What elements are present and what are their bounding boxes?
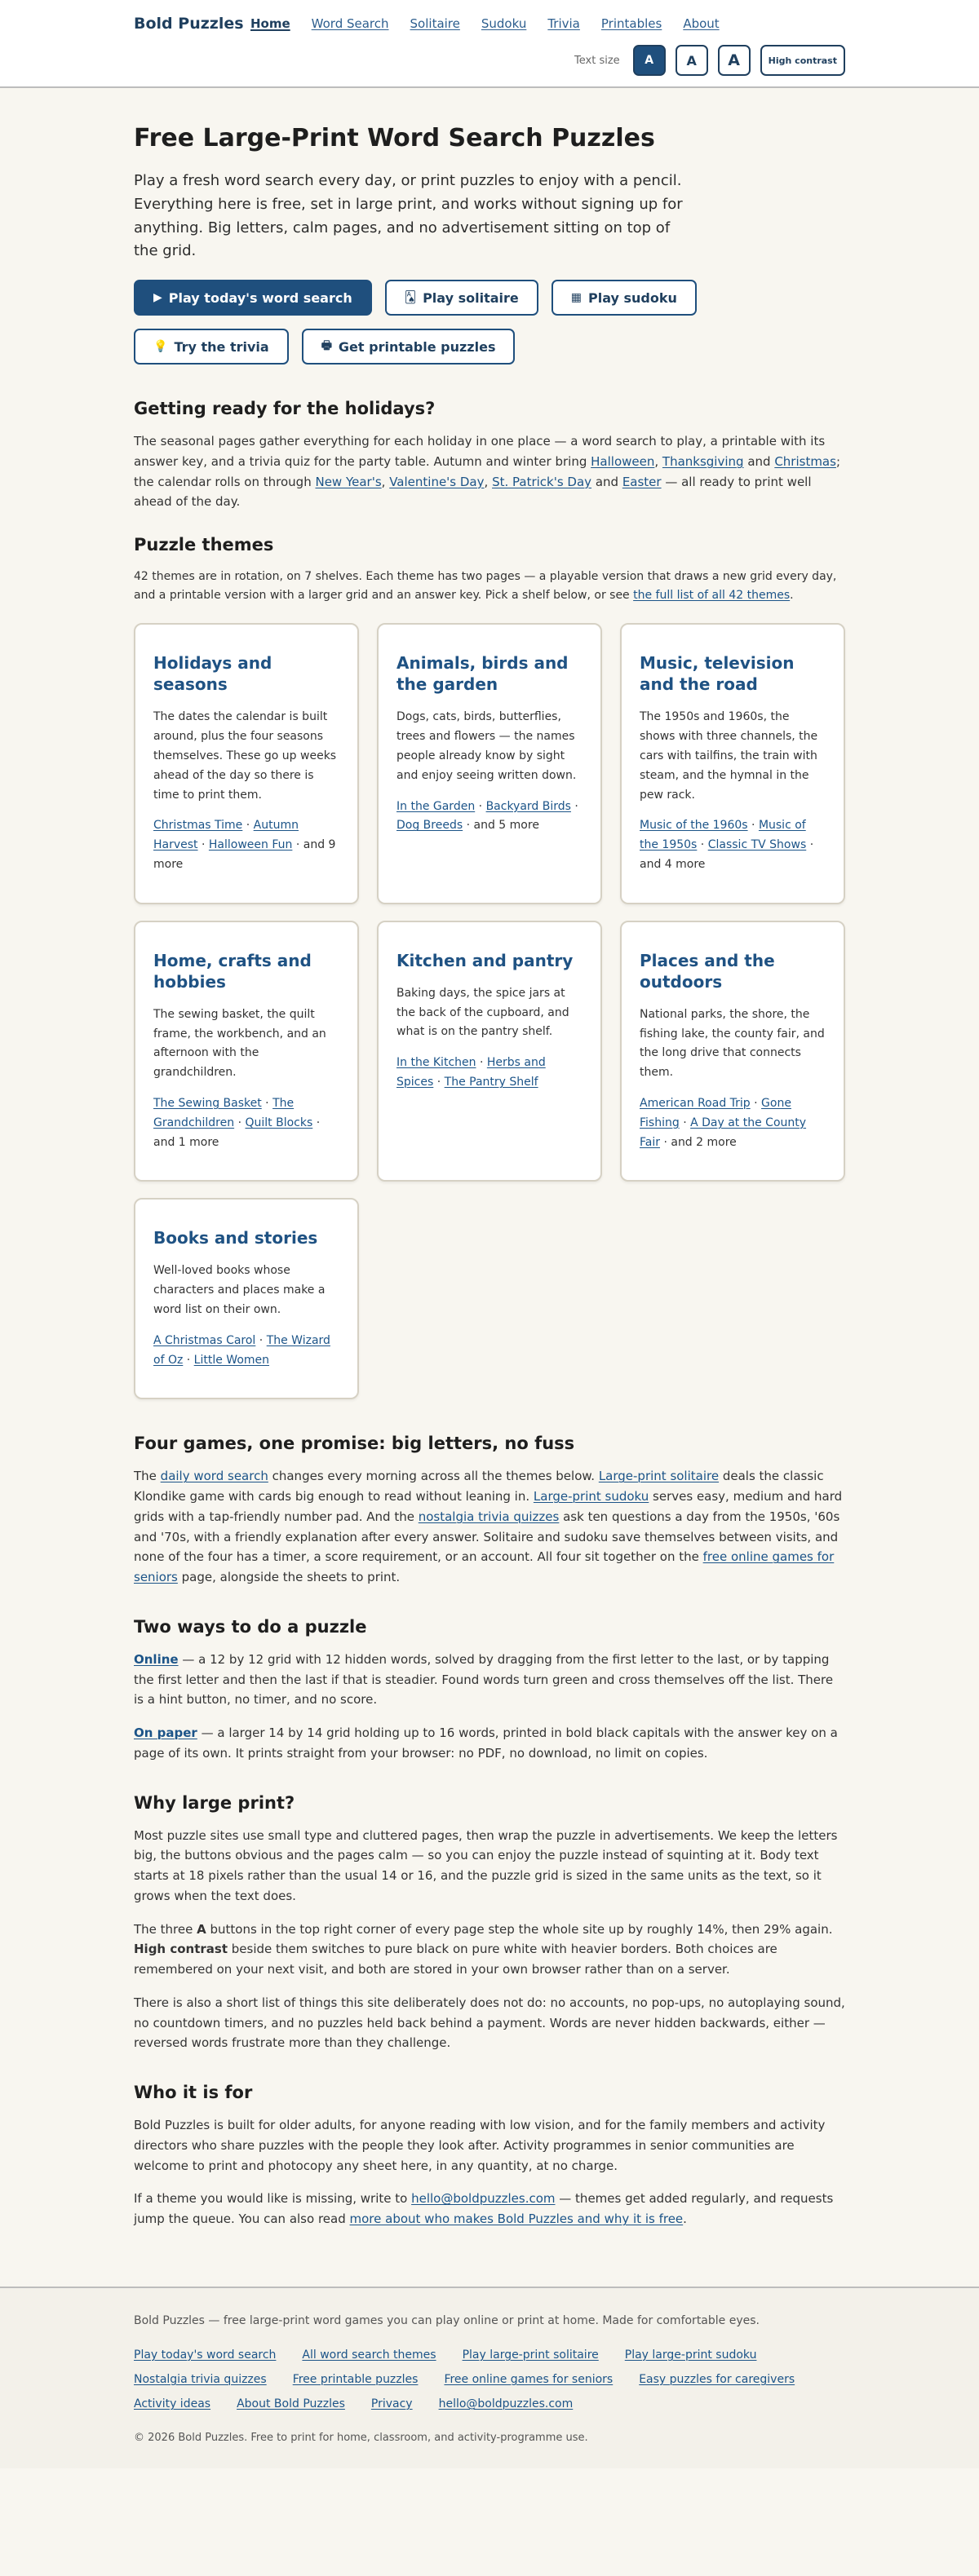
theme-link[interactable]: Quilt Blocks bbox=[245, 1116, 313, 1129]
theme-link[interactable]: Music of the 1960s bbox=[640, 819, 748, 833]
theme-link[interactable]: The Sewing Basket bbox=[153, 1096, 262, 1110]
link-thanksgiving[interactable]: Thanksgiving bbox=[662, 453, 744, 469]
nav-home[interactable]: Home bbox=[250, 16, 290, 31]
theme-card-description: The sewing basket, the quilt frame, the workbench, and an afternoon with the grandchildren. bbox=[153, 1007, 326, 1080]
high-contrast-button[interactable]: High contrast bbox=[760, 45, 845, 76]
link-easter[interactable]: Easter bbox=[622, 474, 662, 489]
theme-card-links bbox=[396, 798, 583, 837]
footer-link[interactable]: Play large-print sudoku bbox=[624, 2348, 757, 2362]
theme-more-count: and 9 more bbox=[153, 838, 336, 871]
theme-more-count: and 1 more bbox=[153, 1135, 219, 1149]
theme-card-description: The dates the calendar is built around, plus the four seasons themselves. These go up weeks ahead of the day so there is time to print them. bbox=[153, 710, 337, 802]
separator: · bbox=[292, 838, 303, 852]
link-solitaire[interactable]: Large-print solitaire bbox=[598, 1469, 720, 1484]
four-games-heading: Four games, one promise: big letters, no fuss bbox=[134, 1434, 575, 1454]
theme-link[interactable]: Backyard Birds bbox=[485, 799, 571, 813]
theme-card-title[interactable]: Music, television and the road bbox=[640, 653, 795, 695]
theme-more-count: and 2 more bbox=[671, 1135, 737, 1149]
button-label: Play today's word search bbox=[168, 289, 352, 306]
button-label: Get printable puzzles bbox=[338, 338, 496, 355]
theme-link[interactable]: Gone Fishing bbox=[640, 1096, 791, 1129]
theme-card bbox=[377, 921, 602, 1182]
footer-link[interactable]: All word search themes bbox=[302, 2348, 436, 2362]
footer-email-link[interactable]: hello@boldpuzzles.com bbox=[438, 2397, 574, 2410]
themes-intro: 42 themes are in rotation, on 7 shelves. Each theme has two pages — a playable version that draws a new grid every day, and a printable version with a larger grid and an answer key. Pick a shelf below, or see the full list of all 42 themes. bbox=[134, 570, 837, 603]
themes-heading: Puzzle themes bbox=[134, 535, 274, 555]
why-paragraph-2: The three A buttons in the top right corner of every page step the whole site up by roughly 14%, then 29% again. High contrast beside them switches to pure black on pure white with heavier borders. Both choices are remembered on your next visit, and both are stored in your own browser rather than on a server. bbox=[134, 1921, 833, 1977]
play-icon: ▶ bbox=[153, 291, 162, 305]
link-on-paper[interactable]: On paper bbox=[134, 1725, 197, 1741]
text-size-medium-button[interactable]: A bbox=[676, 45, 708, 76]
play-solitaire-button[interactable] bbox=[385, 280, 538, 316]
grid-icon: ▦ bbox=[570, 291, 582, 305]
who-heading: Who it is for bbox=[134, 2083, 253, 2103]
separator: · bbox=[747, 819, 759, 833]
separator: · bbox=[660, 1135, 671, 1149]
site-footer bbox=[0, 2287, 979, 2468]
separator: · bbox=[234, 1116, 246, 1129]
link-daily-word-search[interactable]: daily word search bbox=[160, 1469, 268, 1484]
link-trivia[interactable]: nostalgia trivia quizzes bbox=[418, 1509, 560, 1524]
theme-card-description: Baking days, the spice jars at the back of the cupboard, and what is on the pantry shelf. bbox=[396, 986, 569, 1039]
link-sudoku[interactable]: Large-print sudoku bbox=[533, 1489, 649, 1505]
link-christmas[interactable]: Christmas bbox=[774, 453, 836, 469]
theme-card-title[interactable]: Holidays and seasons bbox=[153, 653, 272, 695]
theme-card-description: Dogs, cats, birds, butterflies, trees and flowers — the names people already know by sight and enjoy seeing written down. bbox=[396, 710, 577, 782]
footer-tagline: Bold Puzzles — free large-print word games you can play online or print at home. Made for comfortable eyes. bbox=[134, 2313, 760, 2327]
two-ways-heading: Two ways to do a puzzle bbox=[134, 1616, 367, 1637]
separator: · bbox=[261, 1096, 273, 1110]
link-online[interactable]: Online bbox=[134, 1651, 179, 1667]
theme-link[interactable]: The Wizard of Oz bbox=[153, 1333, 330, 1367]
footer-link[interactable]: Free online games for seniors bbox=[444, 2372, 614, 2386]
printer-icon: 🖶 bbox=[321, 339, 332, 353]
link-st-patricks[interactable]: St. Patrick's Day bbox=[492, 474, 592, 489]
separator: · bbox=[242, 819, 254, 833]
theme-link[interactable]: The Pantry Shelf bbox=[444, 1075, 538, 1089]
theme-card-title[interactable]: Kitchen and pantry bbox=[396, 950, 574, 970]
theme-link[interactable]: Halloween Fun bbox=[208, 838, 293, 852]
who-paragraph-2: If a theme you would like is missing, write to hello@boldpuzzles.com — themes get added regularly, and requests jump the queue. You can also read more about who makes Bold Puzzles and why it is free. bbox=[134, 2191, 834, 2227]
why-paragraph-3: There is also a short list of things this site deliberately does not do: no accounts, no pop-ups, no autoplaying sound, no countdown timers, and no puzzles held back behind a payment. Words are never hidden backwards, either — reversed words frustrate more than they challenge. bbox=[134, 1995, 845, 2051]
text-size-label: Text size bbox=[574, 54, 620, 67]
link-new-years[interactable]: New Year's bbox=[315, 474, 382, 489]
footer-link[interactable]: Play today's word search bbox=[134, 2348, 277, 2362]
theme-card-title[interactable]: Places and the outdoors bbox=[640, 950, 775, 992]
separator: · bbox=[570, 799, 578, 813]
main-nav bbox=[250, 16, 741, 31]
button-label: Try the trivia bbox=[174, 338, 269, 355]
footer-links bbox=[134, 2348, 845, 2410]
separator: · bbox=[750, 1096, 762, 1110]
separator: · bbox=[463, 819, 474, 833]
separator: · bbox=[312, 1116, 321, 1129]
who-paragraph-1: Bold Puzzles is built for older adults, for anyone reading with low vision, and for the family members and activity directors who share puzzles with the people they look after. Activity programmes in senior communities are welcome to print and photocopy any sheet here, in any quantity, at no charge. bbox=[134, 2118, 826, 2173]
theme-link[interactable]: A Day at the County Fair bbox=[640, 1116, 807, 1149]
try-trivia-button[interactable] bbox=[134, 329, 289, 365]
theme-card bbox=[134, 921, 359, 1182]
nav-printables[interactable]: Printables bbox=[600, 16, 662, 31]
holidays-text: The seasonal pages gather everything for each holiday in one place — a word search to play, a printable with its answer key, and a trivia quiz for the party table. Autumn and winter bring Halloween, Thanksgiving and Christmas; the calendar rolls on through New Year's, Valentine's Day, St. Patrick's Day and Easter — all ready to print well ahead of the day. bbox=[134, 434, 841, 510]
theme-card-links bbox=[396, 1054, 583, 1093]
separator: · bbox=[475, 799, 486, 813]
lightbulb-icon: 💡 bbox=[153, 340, 168, 354]
separator: · bbox=[679, 1116, 691, 1129]
theme-link[interactable]: Christmas Time bbox=[153, 819, 243, 833]
footer-link[interactable]: Activity ideas bbox=[134, 2397, 211, 2410]
theme-card bbox=[377, 623, 602, 904]
theme-card-links bbox=[640, 1094, 826, 1152]
footer-link[interactable]: Nostalgia trivia quizzes bbox=[134, 2372, 267, 2386]
footer-link[interactable]: Easy puzzles for caregivers bbox=[639, 2372, 795, 2386]
theme-link[interactable]: Little Women bbox=[193, 1353, 270, 1367]
theme-card-description: Well-loved books whose characters and places make a word list on their own. bbox=[153, 1264, 326, 1316]
why-paragraph-1: Most puzzle sites use small type and cluttered pages, then wrap the puzzle in advertisements. We keep the letters big, the buttons obvious and the pages calm — so you can enjoy the puzzle instead of squinting at it. Body text starts at 18 pixels rather than the usual 14 or 16, and the puzzle grid is sized in the same units as the text, so it grows when the text does. bbox=[134, 1827, 838, 1903]
page-title: Free Large-Print Word Search Puzzles bbox=[134, 124, 655, 152]
theme-cards bbox=[134, 623, 845, 1399]
separator: · bbox=[255, 1333, 267, 1347]
nav-word-search[interactable]: Word Search bbox=[311, 16, 389, 31]
separator: · bbox=[183, 1353, 194, 1367]
theme-card-title[interactable]: Books and stories bbox=[153, 1228, 318, 1248]
online-text: Online — a 12 by 12 grid with 12 hidden words, solved by dragging from the first letter to the last, or by tapping the first letter and then the last if that is steadier. Found words turn green and cross themselves off the list. There is a hint button, no timer, and no score. bbox=[134, 1651, 834, 1708]
theme-link[interactable]: The Grandchildren bbox=[153, 1096, 295, 1129]
footer-link[interactable]: Free printable puzzles bbox=[292, 2372, 419, 2386]
nav-sudoku[interactable]: Sudoku bbox=[481, 16, 527, 31]
four-games-text: The daily word search changes every morning across all the themes below. Large-print solitaire deals the classic Klondike game with cards big enough to read without leaning in. Large-print sudoku serves easy, medium and hard grids with a tap-friendly number pad. And the nostalgia trivia quizzes ask ten questions a day from the 1950s, '60s and '70s, with a friendly explanation after every answer. Solitaire and sudoku save themselves between visits, and none of the four has a timer, a score requirement, or an account. All four sit together on the free online games for seniors page, alongside the sheets to print. bbox=[134, 1469, 843, 1585]
theme-link[interactable]: Music of the 1950s bbox=[640, 819, 806, 852]
link-games-for-seniors[interactable]: free online games for seniors bbox=[134, 1549, 835, 1585]
theme-card bbox=[620, 623, 845, 904]
theme-card-links bbox=[153, 1094, 339, 1152]
separator: · bbox=[197, 838, 209, 852]
separator: · bbox=[433, 1075, 445, 1089]
button-label: Play solitaire bbox=[423, 289, 519, 306]
paper-text: On paper — a larger 14 by 14 grid holding up to 16 words, printed in bold black capitals with the answer key on a page of its own. It prints straight from your browser: no PDF, no download, no limit on copies. bbox=[134, 1725, 838, 1761]
theme-card-links bbox=[153, 1332, 339, 1371]
footer-copyright: © 2026 Bold Puzzles. Free to print for home, classroom, and activity-programme use. bbox=[134, 2431, 588, 2444]
nav-solitaire[interactable]: Solitaire bbox=[410, 16, 460, 31]
theme-link[interactable]: In the Garden bbox=[396, 799, 476, 813]
separator: · bbox=[476, 1056, 487, 1070]
theme-link[interactable]: In the Kitchen bbox=[396, 1056, 476, 1070]
link-all-themes[interactable]: the full list of all 42 themes bbox=[633, 589, 791, 603]
main-content bbox=[134, 88, 845, 2229]
theme-card-description: The 1950s and 1960s, the shows with three channels, the cars with tailfins, the train with steam, and the hymnal in the pew rack. bbox=[640, 710, 818, 802]
theme-card-title[interactable]: Home, crafts and hobbies bbox=[153, 950, 312, 992]
button-label: Play sudoku bbox=[587, 289, 677, 306]
theme-card-links bbox=[640, 816, 826, 874]
theme-link[interactable]: Dog Breeds bbox=[396, 819, 463, 833]
theme-card bbox=[134, 623, 359, 904]
theme-link[interactable]: Herbs and Spices bbox=[396, 1056, 546, 1089]
theme-card-title[interactable]: Animals, birds and the garden bbox=[396, 653, 569, 695]
theme-link[interactable]: Autumn Harvest bbox=[153, 819, 299, 852]
why-heading: Why large print? bbox=[134, 1792, 295, 1813]
link-about-makers[interactable]: more about who makes Bold Puzzles and why it is free bbox=[349, 2211, 684, 2227]
cta-buttons bbox=[134, 280, 845, 365]
nav-about[interactable]: About bbox=[683, 16, 720, 31]
email-link[interactable]: hello@boldpuzzles.com bbox=[411, 2191, 556, 2207]
separator: · bbox=[806, 838, 814, 852]
text-size-controls bbox=[574, 45, 845, 76]
separator: · bbox=[697, 838, 708, 852]
footer-link[interactable]: About Bold Puzzles bbox=[237, 2397, 345, 2410]
theme-link[interactable]: American Road Trip bbox=[640, 1096, 751, 1110]
theme-card bbox=[620, 921, 845, 1182]
footer-link[interactable]: Play large-print solitaire bbox=[462, 2348, 599, 2362]
printable-puzzles-button[interactable] bbox=[302, 329, 516, 365]
footer-link[interactable]: Privacy bbox=[370, 2397, 413, 2410]
theme-card bbox=[134, 1198, 359, 1399]
nav-trivia[interactable]: Trivia bbox=[547, 16, 580, 31]
hero-intro: Play a fresh word search every day, or print puzzles to enjoy with a pencil. Everything here is free, set in large print, and works without signing up for anything. Big letters, calm pages, and no advertisement sitting on top of the grid. bbox=[134, 172, 683, 260]
theme-link[interactable]: A Christmas Carol bbox=[153, 1333, 256, 1347]
theme-link[interactable]: Classic TV Shows bbox=[707, 838, 807, 852]
site-header bbox=[0, 0, 979, 88]
card-icon: 🂡 bbox=[404, 291, 417, 305]
text-size-small-button[interactable]: A bbox=[633, 45, 666, 76]
holidays-heading: Getting ready for the holidays? bbox=[134, 399, 436, 419]
theme-card-description: National parks, the shore, the fishing lake, the county fair, and the long drive that connects them. bbox=[640, 1007, 825, 1080]
brand-logo[interactable]: Bold Puzzles bbox=[134, 15, 244, 33]
theme-more-count: and 5 more bbox=[473, 819, 539, 833]
play-word-search-button[interactable] bbox=[134, 280, 372, 316]
link-halloween[interactable]: Halloween bbox=[591, 453, 655, 469]
theme-card-links bbox=[153, 816, 339, 874]
link-valentines[interactable]: Valentine's Day bbox=[389, 474, 485, 489]
theme-more-count: and 4 more bbox=[640, 857, 706, 871]
play-sudoku-button[interactable] bbox=[552, 280, 697, 316]
text-size-large-button[interactable]: A bbox=[718, 45, 751, 76]
